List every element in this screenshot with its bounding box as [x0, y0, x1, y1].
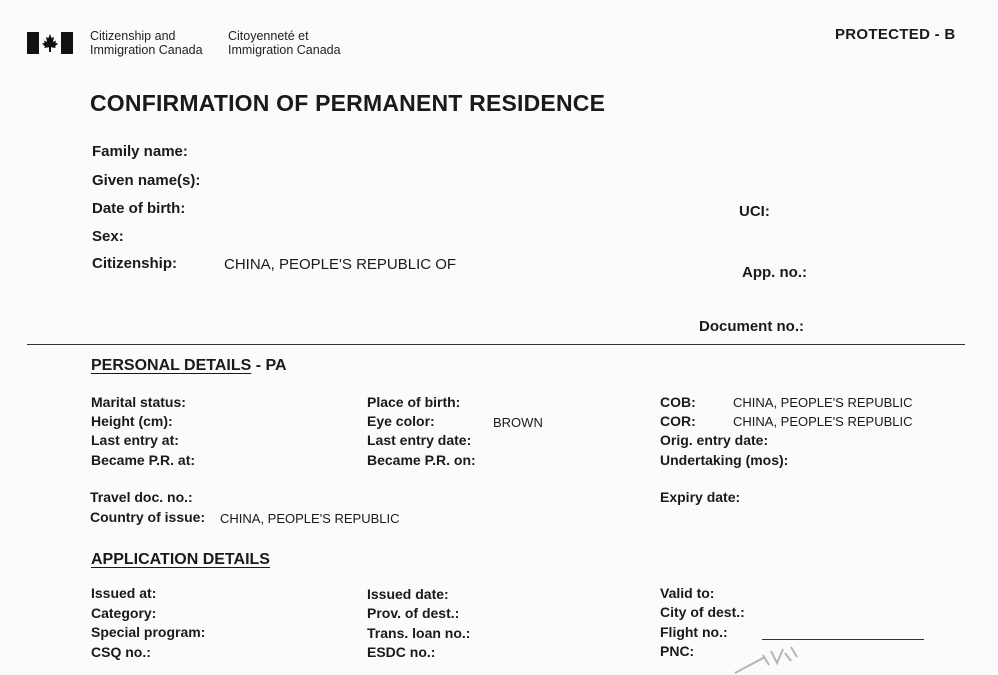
cor-label: COR:: [660, 413, 696, 429]
became-pr-at-label: Became P.R. at:: [91, 452, 196, 468]
eye-color-value: BROWN: [493, 415, 543, 430]
orig-entry-date-label: Orig. entry date:: [660, 432, 769, 448]
travel-doc-label: Travel doc. no.:: [90, 489, 193, 505]
became-pr-on-label: Became P.R. on:: [367, 452, 476, 468]
csq-no-label: CSQ no.:: [91, 644, 151, 660]
personal-details-title: PERSONAL DETAILS: [91, 357, 252, 374]
department-fr-line1: Citoyenneté et: [228, 29, 309, 43]
personal-details-heading: [91, 357, 287, 375]
app-no-label: App. no.:: [742, 264, 807, 281]
application-details-heading: APPLICATION DETAILS: [91, 551, 270, 568]
category-label: Category:: [91, 605, 157, 621]
cob-value: CHINA, PEOPLE'S REPUBLIC: [733, 395, 913, 410]
citizenship-value: CHINA, PEOPLE'S REPUBLIC OF: [224, 256, 457, 273]
valid-to-label: Valid to:: [660, 585, 715, 601]
city-of-dest-label: City of dest.:: [660, 604, 745, 620]
height-label: Height (cm):: [91, 413, 173, 429]
document-title: CONFIRMATION OF PERMANENT RESIDENCE: [90, 90, 606, 116]
marital-status-label: Marital status:: [91, 394, 186, 410]
last-entry-date-label: Last entry date:: [367, 432, 472, 448]
department-name-en: [90, 29, 203, 57]
department-fr-line2: Immigration Canada: [228, 43, 341, 57]
sex-label: Sex:: [92, 228, 124, 245]
expiry-date-label: Expiry date:: [660, 489, 741, 505]
country-of-issue-value: CHINA, PEOPLE'S REPUBLIC: [220, 511, 400, 526]
department-en-line2: Immigration Canada: [90, 43, 203, 57]
classification-label: PROTECTED - B: [835, 26, 956, 43]
citizenship-label: Citizenship:: [92, 255, 177, 272]
undertaking-label: Undertaking (mos):: [660, 452, 789, 468]
section-divider: [27, 344, 965, 345]
given-names-label: Given name(s):: [92, 172, 201, 189]
cob-label: COB:: [660, 394, 696, 410]
uci-label: UCI:: [739, 203, 770, 220]
esdc-no-label: ESDC no.:: [367, 644, 436, 660]
trans-loan-label: Trans. loan no.:: [367, 625, 471, 641]
place-of-birth-label: Place of birth:: [367, 394, 461, 410]
date-of-birth-label: Date of birth:: [92, 200, 186, 217]
family-name-label: Family name:: [92, 143, 188, 160]
last-entry-at-label: Last entry at:: [91, 432, 179, 448]
canada-flag-icon: [27, 32, 73, 54]
prov-of-dest-label: Prov. of dest.:: [367, 605, 460, 621]
country-of-issue-label: Country of issue:: [90, 509, 206, 525]
department-name-fr: [228, 29, 341, 57]
eye-color-label: Eye color:: [367, 413, 435, 429]
flight-no-label: Flight no.:: [660, 624, 728, 640]
issued-date-label: Issued date:: [367, 586, 449, 602]
department-en-line1: Citizenship and: [90, 29, 176, 43]
issued-at-label: Issued at:: [91, 585, 157, 601]
document-no-label: Document no.:: [699, 318, 804, 335]
cor-value: CHINA, PEOPLE'S REPUBLIC: [733, 414, 913, 429]
stamp-mark: [725, 635, 835, 675]
pnc-label: PNC:: [660, 643, 695, 659]
personal-details-suffix: - PA: [251, 357, 287, 374]
special-program-label: Special program:: [91, 624, 206, 640]
